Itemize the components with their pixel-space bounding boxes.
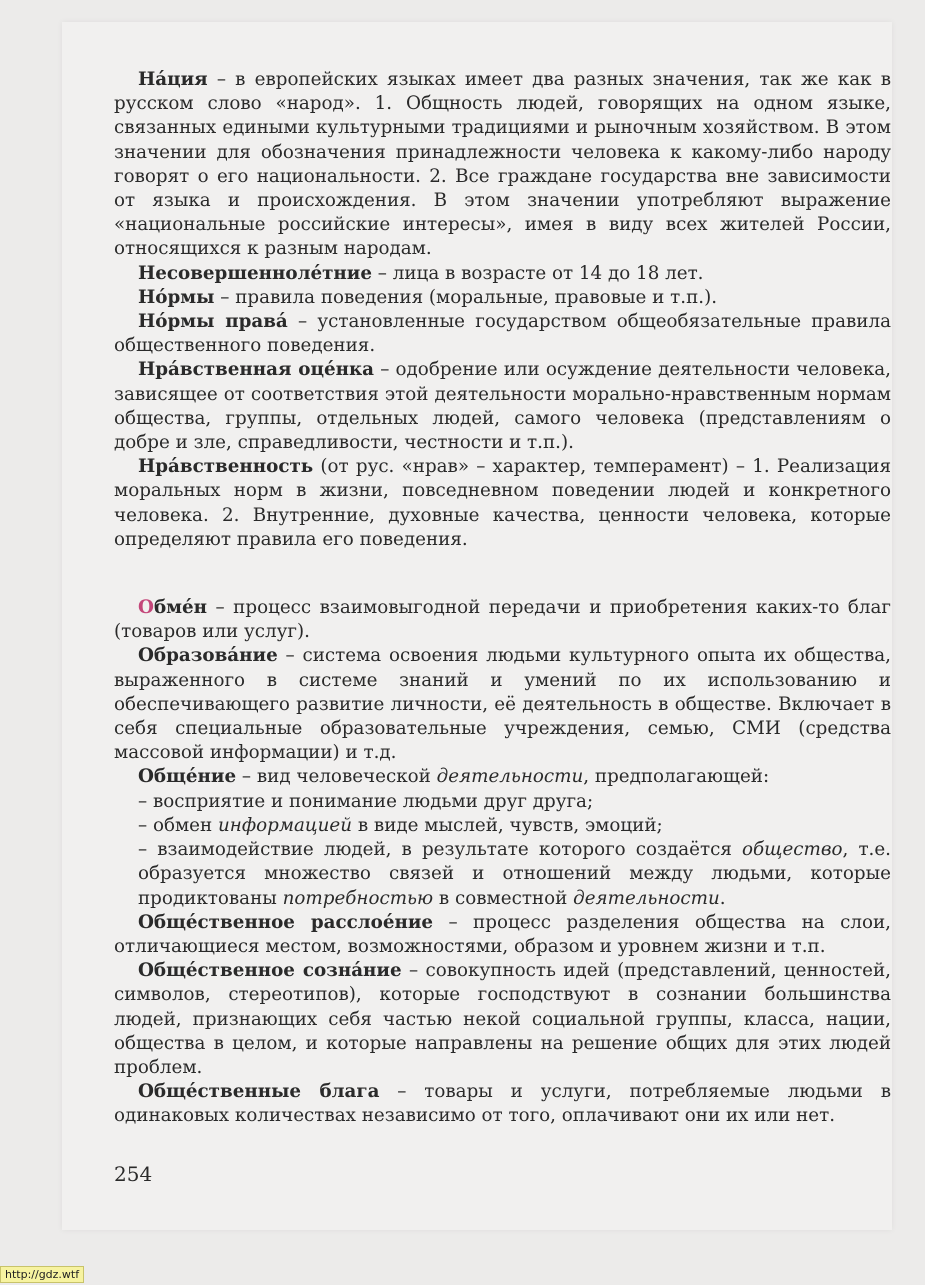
entry-obshchestvennoe-soznanie xyxy=(114,959,891,1080)
definition: – процесс взаимовыгодной передачи и приобретения каких-то благ (товаров или услуг). xyxy=(114,597,891,643)
entry-normy xyxy=(114,286,891,310)
section-letter: О xyxy=(138,597,154,619)
term: Несовершеннолéтние xyxy=(138,262,372,284)
term: Общéственное расслоéние xyxy=(138,911,434,933)
term: Общéственные блага xyxy=(138,1081,380,1103)
watermark-link[interactable]: http://gdz.wtf xyxy=(0,1266,84,1283)
definition: – правила поведения (моральные, правовые и т.п.). xyxy=(214,286,718,308)
entry-natsiya xyxy=(114,68,891,262)
definition: – товары и услуги, потребляемые людьми в одинаковых количествах независимо от того, оплачивают они их или нет. xyxy=(114,1081,891,1127)
definition: (от рус. «нрав» – характер, темперамент) – 1. Реализация моральных норм в жизни, повседневном поведении людей и конкретного человека. 2. Внутренние, духовные качества, ценности человека, которые определяют правила его поведения. xyxy=(114,456,891,550)
entry-obshchestvennye-blaga xyxy=(114,1080,891,1128)
entry-obshchenie xyxy=(114,765,891,789)
definition-b: , предполагающей: xyxy=(583,766,770,788)
entry-normy-prava xyxy=(114,310,891,358)
definition: – совокупность идей (представлений, ценностей, символов, стереотипов), которые господствуют в сознании большинства людей, признающих себя частью некой социальной группы, класса, нации, общества в целом, и которые направлены на решение общих для этих людей проблем. xyxy=(114,960,891,1078)
definition: – лица в возрасте от 14 до 18 лет. xyxy=(372,262,704,284)
obshchenie-list xyxy=(114,790,891,911)
term: Общéственное сознáние xyxy=(138,960,402,982)
term: Нрáвственная оцéнка xyxy=(138,359,375,381)
glossary-text xyxy=(114,68,891,1129)
definition: – процесс разделения общества на слои, отличающиеся местом, возможностями, образом и уровнем жизни и т.п. xyxy=(114,911,891,957)
entry-nravstvennaya-otsenka xyxy=(114,358,891,455)
term: Нóрмы xyxy=(138,286,215,308)
list-item: – обмен информацией в виде мыслей, чувств, эмоций; xyxy=(138,814,663,836)
definition-a: – вид человеческой xyxy=(236,766,437,788)
term: Общéние xyxy=(138,766,237,788)
term-rest: бмéн xyxy=(153,597,208,619)
page-number: 254 xyxy=(114,1162,153,1186)
definition: – установленные государством общеобязательные правила общественного поведения. xyxy=(114,311,891,357)
term: Нóрмы правá xyxy=(138,311,288,333)
list-item: – восприятие и понимание людьми друг друга; xyxy=(138,790,594,812)
definition-italic: деятельности xyxy=(436,766,584,788)
entry-nesovershennoletnie xyxy=(114,262,891,286)
list-item: – взаимодействие людей, в результате которого создаётся общество, т.е. образуется множество связей и отношений между людьми, которые продиктованы потребностью в совместной деятельности. xyxy=(138,839,891,909)
definition: – одобрение или осуждение деятельности человека, зависящее от соответствия этой деятельности морально-нравственным нормам общества, группы, отдельных людей, самого человека (представлениям о добре и зле, справедливости, честности и т.п.). xyxy=(114,359,891,454)
term: Нáция xyxy=(138,69,208,90)
entry-obshchestvennoe-rassloenie xyxy=(114,911,891,959)
term xyxy=(138,597,207,618)
term: Образовáние xyxy=(138,645,278,667)
entry-obmen xyxy=(114,596,891,644)
definition: – в европейских языках имеет два разных значения, так же как в русском слово «народ». 1. Общность людей, говорящих на одном языке, связанных едиными культурными традициями и рыночным хозяйством. В этом значении для обозначения принадлежности человека к какому-либо народу говорят о его национальности. 2. Все граждане государства вне зависимости от языка и происхождения. В этом значении употребляют выражение «национальные российские интересы», имея в виду всех жителей России, относящихся к разным народам. xyxy=(114,69,891,260)
definition: – система освоения людьми культурного опыта их общества, выраженного в системе знаний и умений по их использованию и обеспечивающего развитие личности, её деятельность в обществе. Включает в себя специальные образовательные учреждения, семью, СМИ (средства массовой информации) и т.д. xyxy=(114,645,891,764)
entry-obrazovanie xyxy=(114,644,891,765)
entry-nravstvennost xyxy=(114,455,891,552)
term: Нрáвственность xyxy=(138,456,314,478)
